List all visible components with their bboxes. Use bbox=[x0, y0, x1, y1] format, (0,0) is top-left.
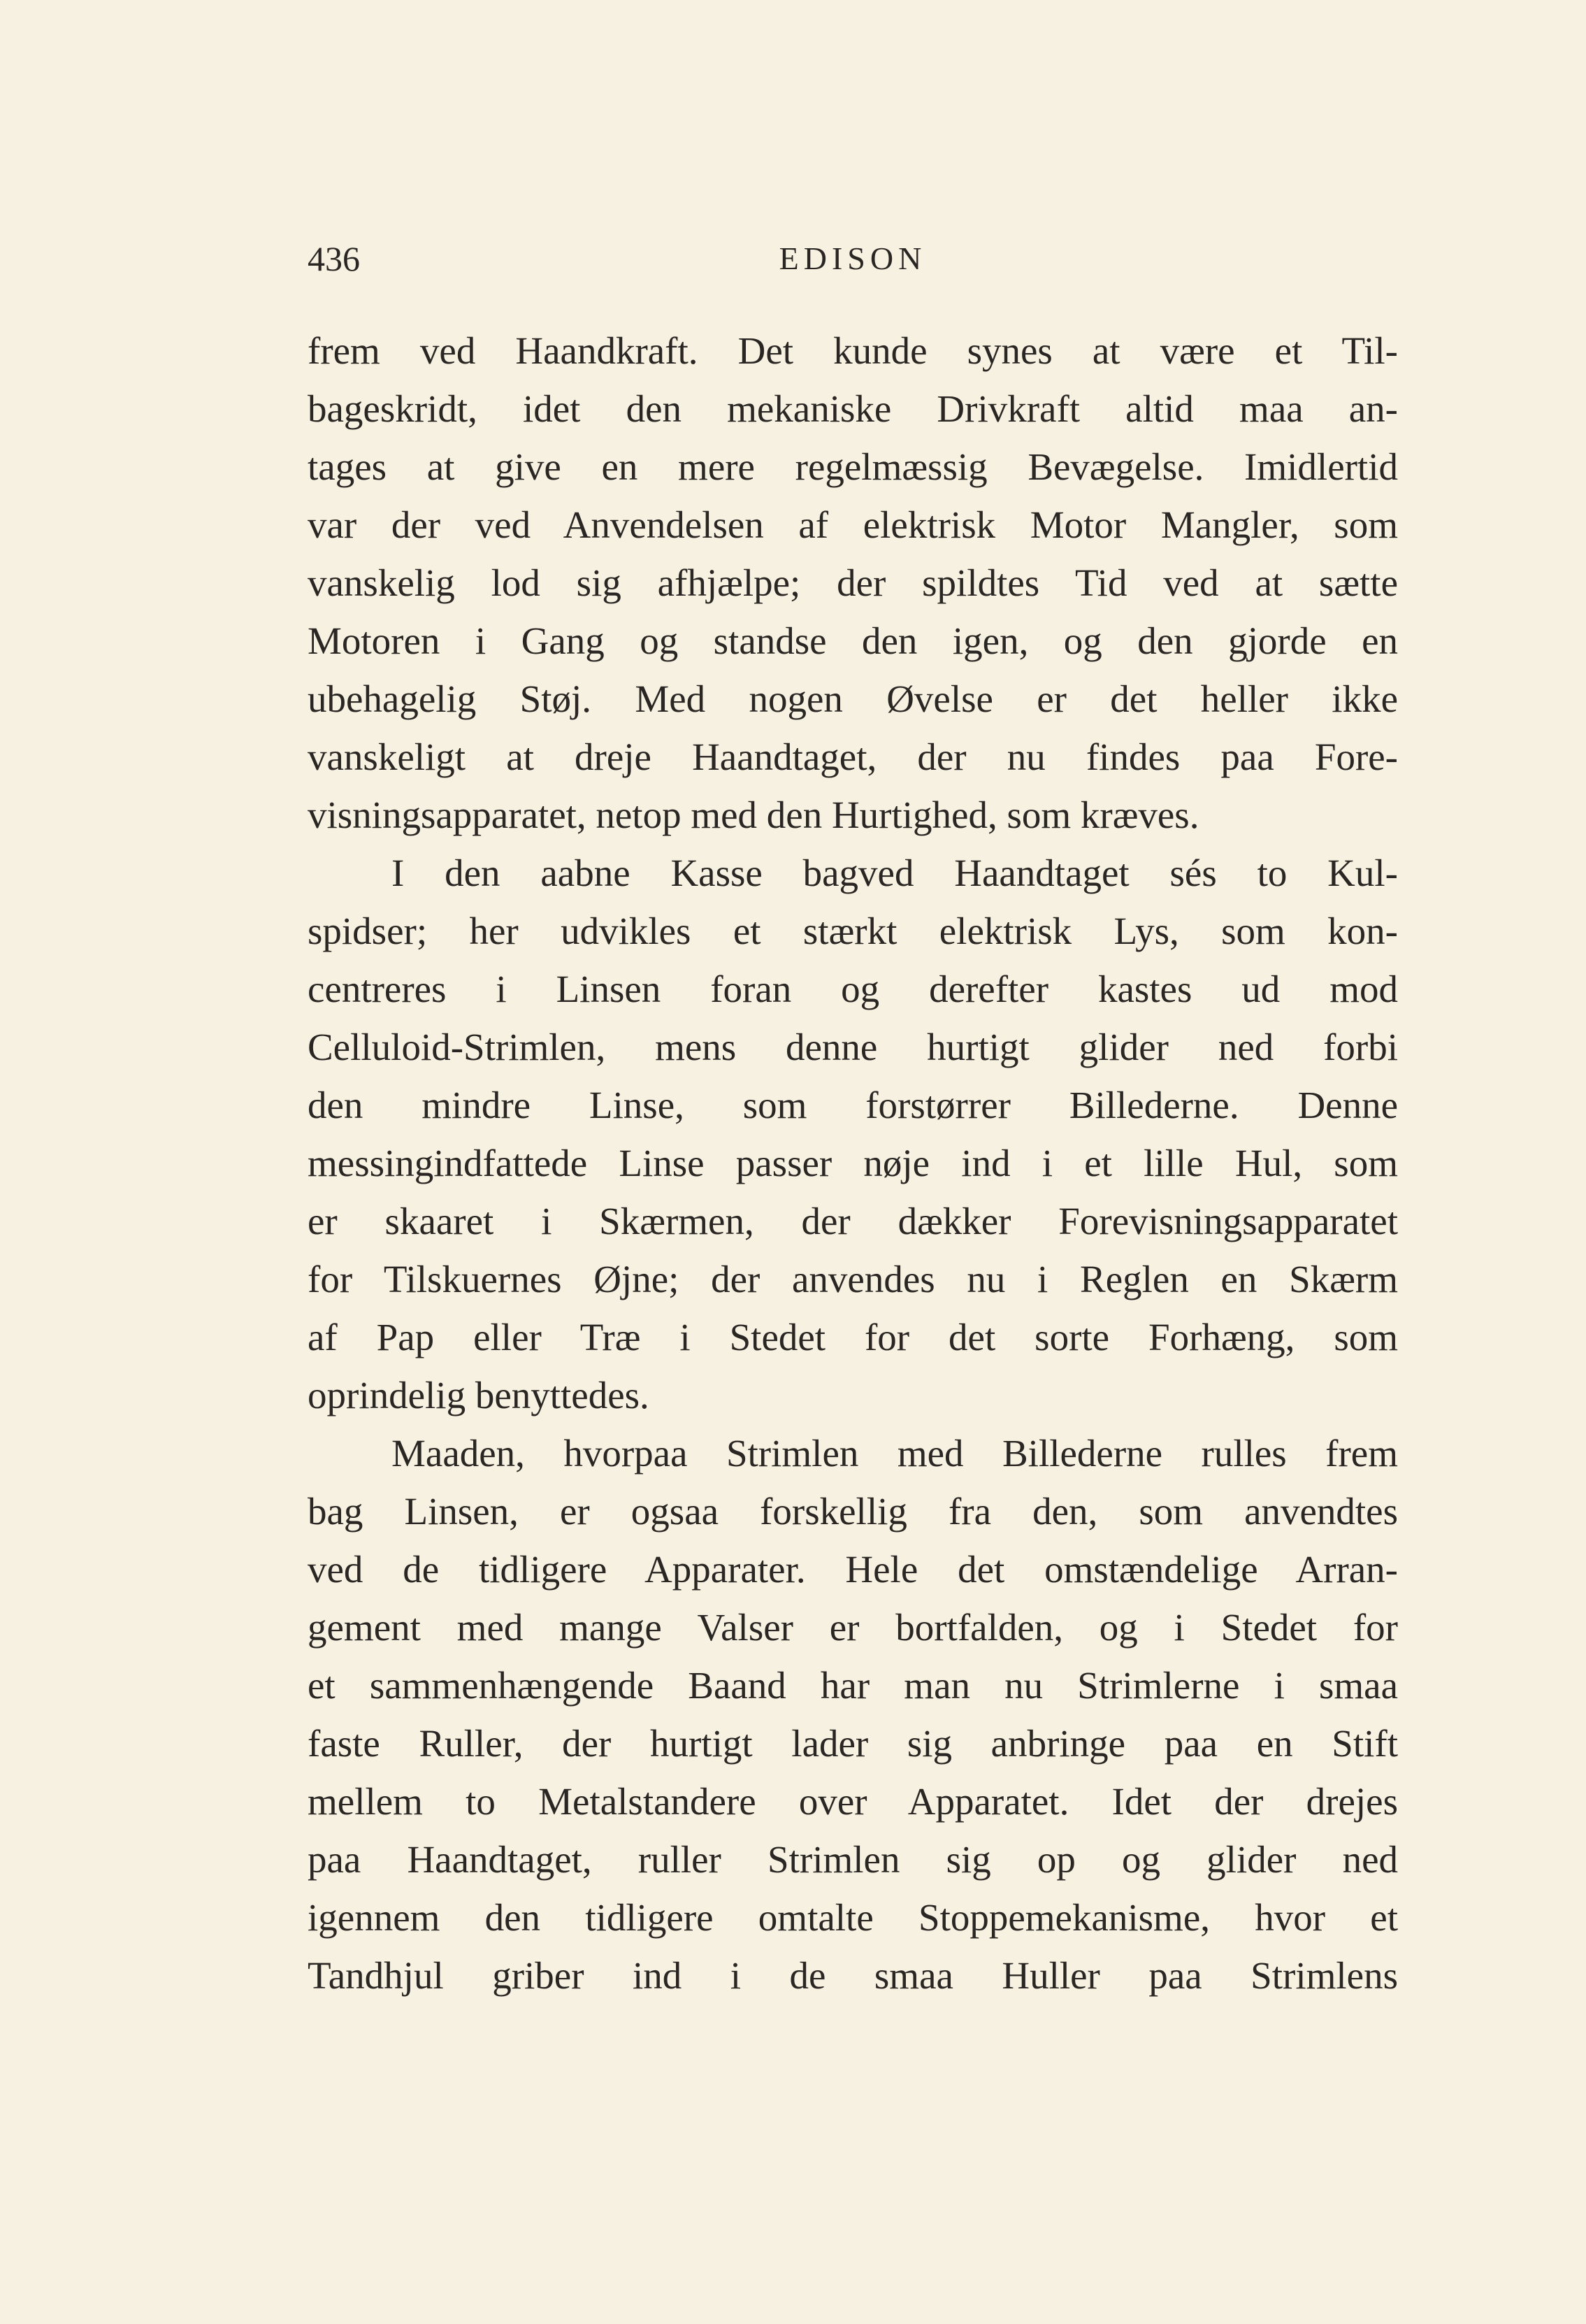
body-text bbox=[308, 322, 1398, 2004]
text-line: vanskeligt at dreje Haandtaget, der nu findes paa Fore- bbox=[308, 736, 1398, 778]
text-line: den mindre Linse, som forstørrer Billederne. Denne bbox=[308, 1084, 1398, 1126]
text-line: var der ved Anvendelsen af elektrisk Motor Mangler, som bbox=[308, 503, 1398, 546]
text-line: frem ved Haandkraft. Det kunde synes at være et Til- bbox=[308, 329, 1398, 372]
text-line: bageskridt, idet den mekaniske Drivkraft altid maa an- bbox=[308, 387, 1398, 430]
text-line: faste Ruller, der hurtigt lader sig anbringe paa en Stift bbox=[308, 1722, 1398, 1765]
text-line: I den aabne Kasse bagved Haandtaget sés to Kul- bbox=[391, 852, 1398, 894]
page-number: 436 bbox=[308, 239, 360, 278]
text-line: mellem to Metalstandere over Apparatet. Idet der drejes bbox=[308, 1780, 1398, 1823]
text-line: bag Linsen, er ogsaa forskellig fra den, som anvendtes bbox=[308, 1490, 1398, 1533]
text-line: centreres i Linsen foran og derefter kastes ud mod bbox=[308, 968, 1398, 1010]
text-line: Maaden, hvorpaa Strimlen med Billederne rulles frem bbox=[391, 1432, 1398, 1475]
text-line: igennem den tidligere omtalte Stoppemekanisme, hvor et bbox=[308, 1896, 1398, 1939]
text-line: tages at give en mere regelmæssig Bevægelse. Imidlertid bbox=[308, 445, 1398, 488]
text-line: Tandhjul griber ind i de smaa Huller paa Strimlens bbox=[308, 1954, 1398, 1997]
text-line: Motoren i Gang og standse den igen, og den gjorde en bbox=[308, 619, 1398, 662]
running-head: EDISON bbox=[779, 241, 927, 276]
text-line: vanskelig lod sig afhjælpe; der spildtes Tid ved at sætte bbox=[308, 561, 1398, 604]
text-line: spidser; her udvikles et stærkt elektrisk Lys, som kon- bbox=[308, 910, 1398, 952]
text-line: gement med mange Valser er bortfalden, og i Stedet for bbox=[308, 1606, 1398, 1649]
text-line: et sammenhængende Baand har man nu Strimlerne i smaa bbox=[308, 1664, 1398, 1707]
text-line: ved de tidligere Apparater. Hele det omstændelige Arran- bbox=[308, 1548, 1398, 1591]
text-line: messingindfattede Linse passer nøje ind i et lille Hul, som bbox=[308, 1142, 1398, 1184]
text-line: er skaaret i Skærmen, der dækker Forevisningsapparatet bbox=[308, 1200, 1398, 1242]
page-header bbox=[308, 234, 1398, 283]
text-line: oprindelig benyttedes. bbox=[308, 1374, 649, 1416]
text-line: for Tilskuernes Øjne; der anvendes nu i Reglen en Skærm bbox=[308, 1258, 1398, 1300]
text-line: paa Haandtaget, ruller Strimlen sig op og glider ned bbox=[308, 1838, 1398, 1881]
text-line: visningsapparatet, netop med den Hurtighed, som kræves. bbox=[308, 794, 1199, 836]
text-line: ubehagelig Støj. Med nogen Øvelse er det heller ikke bbox=[308, 677, 1398, 720]
text-line: Celluloid-Strimlen, mens denne hurtigt glider ned forbi bbox=[308, 1026, 1398, 1068]
text-line: af Pap eller Træ i Stedet for det sorte Forhæng, som bbox=[308, 1316, 1398, 1358]
